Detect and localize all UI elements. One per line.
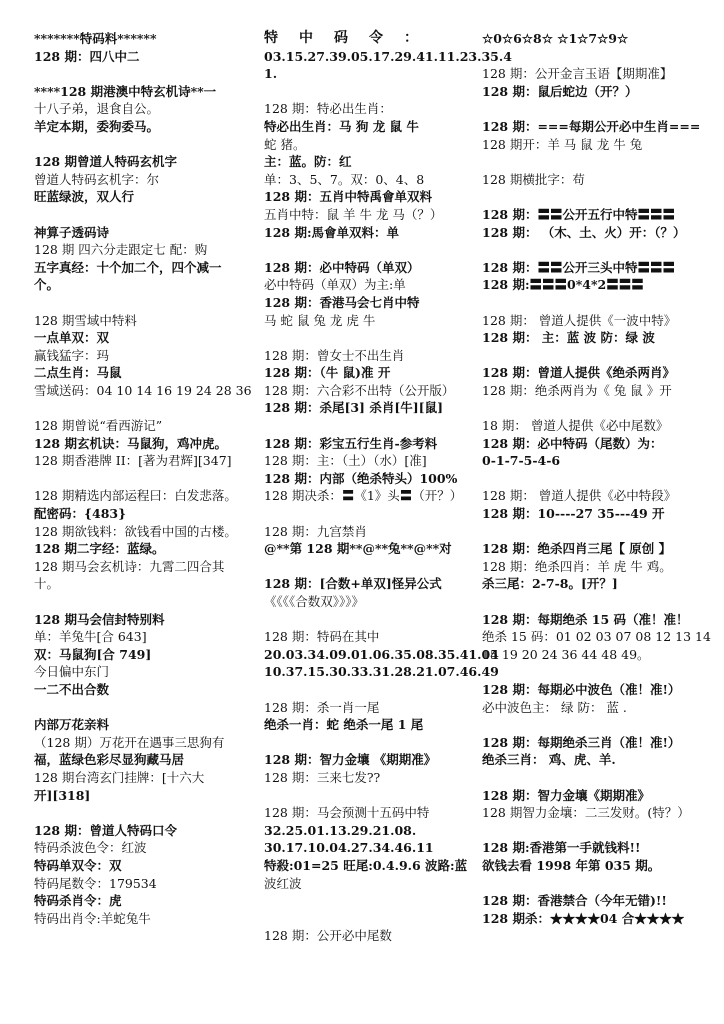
spacer [482,48,720,66]
spacer [264,83,478,101]
text-line: 128 期杀：★★★★04 合★★★★ [482,910,685,926]
spacer [34,470,252,488]
text-line: 必中特码（单双）为主:单 [264,277,406,293]
text-line: 20.03.34.09.01.06.35.08.35.41.04 [264,646,499,662]
spacer [482,241,720,259]
spacer [482,523,720,541]
text-line: 128 期：===每期公开必中生肖=== [482,118,701,134]
text-line: 1. [264,66,278,82]
text-line: 单：羊兔牛[合 643] [34,629,147,645]
text-line: 五肖中特：鼠 羊 牛 龙 马（？） [264,206,443,222]
text-line: 128 期：（牛 鼠)准 开 [264,365,391,381]
text-line: 特中码令： [264,30,439,46]
text-line: 欲钱去看 1998 年第 035 期。 [482,857,661,873]
text-line: 128 期：内部（绝杀特头）100% [264,470,458,486]
text-line: 双：马鼠狗[合 749] [34,646,152,662]
text-line: 蛇 猪。 [264,136,306,152]
spacer [482,100,720,118]
text-line: 128 期雪域中特料 [34,312,137,328]
text-line: 波红波 [264,875,302,891]
text-line: 128 期:香港第一手就钱料!! [482,840,641,856]
text-line: 18 期： 曾道人提供《必中尾数》 [482,418,669,434]
text-line: 128 期曾道人特码玄机字 [34,154,177,170]
spacer [482,188,720,206]
text-line: 128 期：〓〓公开三头中特〓〓〓 [482,259,675,275]
text-line: 128 期玄机诀：马鼠狗，鸡冲虎。 [34,435,227,451]
text-line: 128 期：杀尾[3] 杀肖[牛][鼠] [264,400,443,416]
text-line: 一二不出合数 [34,681,110,697]
text-line: 福，蓝绿色彩尽显狗藏马居 [34,752,185,768]
spacer [34,399,252,417]
text-line: 128 期二字经：蓝绿。 [34,541,165,557]
text-line: 特必出生肖：马 狗 龙 鼠 牛 [264,118,419,134]
spacer [482,875,720,893]
text-line: 赢钱猛字：玛 [34,347,110,363]
text-line: 128 期：鼠后蛇边（开？） [482,83,638,99]
text-line: 128 期：必中特码（单双） [264,259,420,275]
text-line: 128 期马会信封特别料 [34,611,165,627]
spacer [34,804,252,822]
text-line: 绝杀一肖：蛇 绝杀一尾 1 尾 [264,717,424,733]
text-line: 128 期：三来七发?? [264,769,381,785]
text-line: 128 期：主：（土）（水）[准] [264,453,427,469]
text-line: 128 期香港牌 II：[著为君辉][347] [34,453,232,469]
text-line: 《《《《合数双》》》》 [264,594,365,609]
spacer [264,681,478,699]
text-line: 特码杀波色令：红波 [34,840,147,856]
text-line: 128 期：绝杀两肖为《 兔 鼠 》开 [482,382,672,398]
spacer [482,470,720,488]
text-line: 128 期：每期必中波色（准！准!） [482,681,681,697]
text-line: 128 期：曾女士不出生肖 [264,347,405,363]
text-line: 128 期：香港马会七肖中特 [264,294,420,310]
text-line: 128 期：每期绝杀 15 码（准！准！ [482,611,689,627]
text-line: 一点单双：双 [34,330,110,346]
spacer [34,699,252,717]
spacer [34,206,252,224]
text-line: 128 期：香港禁合（今年无错)!! [482,893,667,909]
text-line: 128 期：杀一肖一尾 [264,699,380,715]
text-line: 128 期 四六分走跟定七 配：购 [34,242,208,258]
text-line: 128 期：公开必中尾数 [264,928,392,944]
text-line: 30.17.10.04.27.34.46.11 [264,840,434,856]
text-line: 128 期：每期绝杀三肖（准！准!） [482,734,681,750]
text-line: 128 期决杀：〓《1》头〓（开？） [264,488,463,504]
text-line: 羊定本期，委狗委马。 [34,118,160,134]
spacer [264,417,478,435]
spacer [482,347,720,365]
text-line: 十。 [34,576,60,592]
text-line: 128 期： 主：蓝 波 防：绿 波 [482,330,655,346]
text-line: 128 期：必中特码（尾数）为： [482,435,663,451]
text-line: 128 期：智力金壤《期期准》 [482,787,650,803]
text-line: 128 期：六合彩不出特（公开版） [264,382,455,398]
spacer [482,769,720,787]
text-line: 马 蛇 鼠 兔 龙 虎 牛 [264,312,376,328]
text-line: 128 期：曾道人提供《绝杀两肖》 [482,365,675,381]
text-line: 128 期精选内部运程曰：白发悲落。 [34,488,237,504]
text-line: 128 期：马会预测十五码中特 [264,805,430,821]
text-line: 旺蓝绿波，双人行 [34,189,135,205]
text-line: 绝杀 15 码：01 02 03 07 08 12 13 14 [482,629,711,645]
spacer [34,294,252,312]
text-line: 15 19 20 24 36 44 48 49。 [482,646,650,662]
text-line: 128 期:馬會单双料：单 [264,224,400,240]
text-line: 128 期：彩宝五行生肖-参考料 [264,435,438,451]
text-line: 特码出肖令:羊蛇兔牛 [34,910,151,926]
spacer [34,593,252,611]
text-line: 128 期曾说“看西游记” [34,418,163,434]
text-line: 个。 [34,277,60,293]
spacer [264,241,478,259]
spacer [264,787,478,805]
text-line: 五字真经：十个加二个，四个减一 [34,259,222,275]
text-line: 128 期横批字：苟 [482,171,585,187]
text-line: 128 期：[合数+单双]怪异公式 [264,576,442,592]
text-line: 128 期智力金壤：二三发财。(特？） [482,805,690,821]
right-column [482,30,720,1020]
text-line: 十八子弟，退食自公。 [34,101,160,117]
text-line: 128 期： 曾道人提供《必中特段》 [482,488,677,504]
text-line: 128 期:〓〓〓0*4*2〓〓〓 [482,277,644,293]
text-line: 必中波色主： 绿 防： 蓝 . [482,699,627,715]
text-line: 128 期：特码在其中 [264,629,380,645]
text-line: 128 期：10----27 35---49 开 [482,506,665,522]
text-line: 128 期：〓〓公开五行中特〓〓〓 [482,206,675,222]
text-line: 今日偏中东门 [34,664,110,680]
spacer [34,136,252,154]
text-line: 配密码：{483} [34,506,127,522]
text-line: 128 期： 曾道人提供《一波中特》 [482,312,677,328]
text-line: 特码尾数令：179534 [34,875,157,891]
text-line: 128 期：绝杀四肖三尾【 原创 】 [482,541,672,557]
text-line: 128 期：绝杀四肖：羊 虎 牛 鸡。 [482,558,672,574]
spacer [482,294,720,312]
text-line: 128 期台湾玄门挂牌：[十六大 [34,769,205,785]
spacer [264,558,478,576]
text-line: 128 期：公开金言玉语【期期准】 [482,66,673,82]
text-line: 特码杀肖令：虎 [34,893,122,909]
text-line: *******特码料****** [34,31,157,46]
spacer [264,505,478,523]
text-line: 128 期：四八中二 [34,48,140,64]
middle-column [264,30,512,1020]
text-line: 内部万花亲料 [34,717,110,733]
text-line: 特殺:01=25 旺尾:0.4.9.6 波路:蓝 [264,857,468,873]
text-line: 雪域送码：04 10 14 16 19 24 28 36 [34,382,252,398]
text-line: 32.25.01.13.29.21.08. [264,822,417,838]
text-line: 特码单双令：双 [34,857,122,873]
text-line: 128 期开：羊 马 鼠 龙 牛 兔 [482,136,643,152]
spacer [482,822,720,840]
text-line: 10.37.15.30.33.31.28.21.07.46.49 [264,664,499,680]
text-line: @**第 128 期**@**兔**@**对 [264,541,452,557]
text-line: ☆0☆6☆8☆ ☆1☆7☆9☆ [482,31,629,46]
spacer [482,399,720,417]
spacer [482,593,720,611]
text-line: 03.15.27.39.05.17.29.41.11.23.35.4 [264,48,512,64]
text-line: 128 期：曾道人特码口令 [34,822,177,838]
spacer [264,910,478,928]
text-line: 二点生肖：马鼠 [34,365,122,381]
spacer [264,892,478,910]
spacer [482,153,720,171]
spacer [482,716,720,734]
text-line: 128 期：五肖中特禹會单双料 [264,189,432,205]
text-line: 杀三尾：2-7-8。[开？] [482,576,618,592]
text-line: 128 期：智力金壤 《期期准》 [264,752,437,768]
text-line: 0-1-7-5-4-6 [482,453,561,469]
text-line: 128 期：九宫禁肖 [264,523,367,539]
text-line: 曾道人特码玄机字：尔 [34,171,160,187]
text-line: 主：蓝。防：红 [264,154,352,170]
text-line: 128 期：特必出生肖： [264,101,392,117]
spacer [264,329,478,347]
spacer [264,611,478,629]
text-line: （128 期）万花开在遇事三思狗有 [34,734,225,750]
text-line: 128 期： （木、土、火）开：（？） [482,224,686,240]
left-column [34,30,252,1020]
spacer [264,734,478,752]
text-line: 128 期欲钱料：欲钱看中国的古楼。 [34,523,237,539]
text-line: 绝杀三肖： 鸡、虎、羊. [482,752,616,768]
text-line: 神算子透码诗 [34,224,110,240]
text-line: ****128 期港澳中特玄机诗**一 [34,83,217,99]
text-line: 开][318] [34,787,91,803]
spacer [482,663,720,681]
text-line: 128 期马会玄机诗：九霄二四合其 [34,558,225,574]
text-line: 单：3、5、7。双：0、4、8 [264,171,425,187]
spacer [34,65,252,83]
